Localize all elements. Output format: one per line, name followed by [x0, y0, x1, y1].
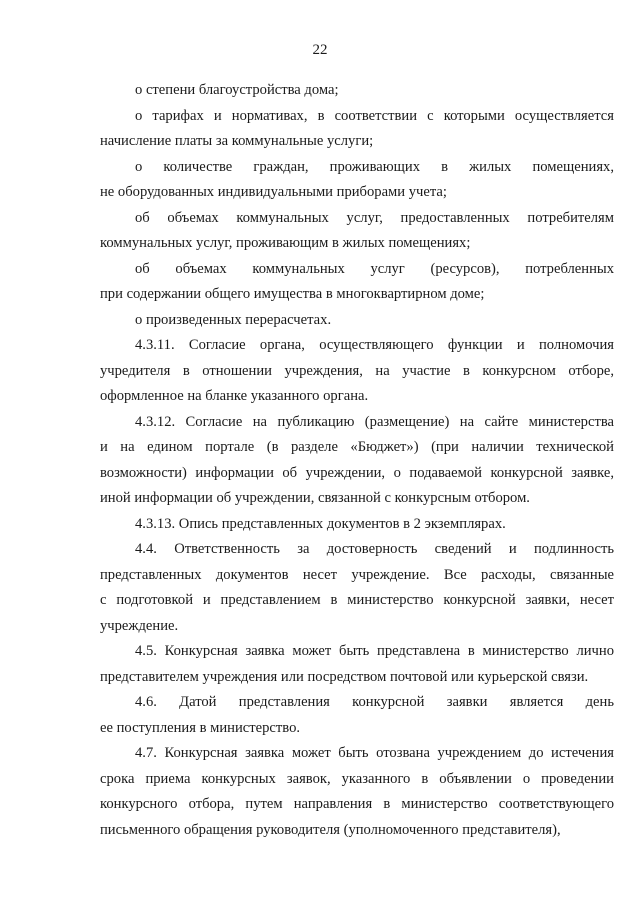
paragraph	[100, 410, 614, 512]
paragraph	[100, 741, 614, 843]
text-line: и на едином портале (в разделе «Бюджет») (при наличии технической	[100, 439, 614, 455]
text-line: представителем учреждения или посредством почтовой или курьерской связи.	[100, 668, 589, 685]
paragraph	[100, 333, 614, 410]
paragraph	[100, 155, 614, 206]
text-line: письменного обращения руководителя (уполномоченного представителя),	[100, 821, 561, 838]
document-body	[100, 78, 614, 843]
paragraph	[100, 78, 614, 104]
text-line: о тарифах и нормативах, в соответствии с которыми осуществляется	[135, 107, 614, 124]
page-number: 22	[312, 42, 328, 58]
text-line: срока приема конкурсных заявок, указанного в объявлении о проведении	[100, 770, 614, 787]
text-line: о количестве граждан, проживающих в жилых помещениях,	[135, 158, 614, 175]
text-line: иной информации об учреждении, связанной с конкурсным отбором.	[100, 490, 530, 506]
text-line: 4.7. Конкурсная заявка может быть отозвана учреждением до истечения	[135, 745, 614, 761]
paragraph	[100, 690, 614, 741]
text-line: 4.4. Ответственность за достоверность сведений и подлинность	[135, 541, 614, 557]
text-line: представленных документов несет учреждение. Все расходы, связанные	[100, 566, 614, 583]
text-line: о произведенных перерасчетах.	[135, 311, 332, 328]
text-line: оформленное на бланке указанного органа.	[100, 388, 369, 404]
paragraph	[100, 512, 614, 538]
text-line: о степени благоустройства дома;	[135, 82, 339, 98]
text-line: коммунальных услуг, проживающим в жилых помещениях;	[100, 235, 471, 251]
text-line: начисление платы за коммунальные услуги;	[100, 133, 374, 149]
text-line: 4.5. Конкурсная заявка может быть представлена в министерство лично	[135, 643, 614, 659]
text-line: ее поступления в министерство.	[100, 719, 301, 736]
text-line: учредителя в отношении учреждения, на участие в конкурсном отборе,	[100, 362, 614, 379]
text-line: с подготовкой и представлением в министерство конкурсной заявки, несет	[100, 592, 614, 608]
text-line: 4.3.12. Согласие на публикацию (размещение) на сайте министерства	[135, 413, 614, 430]
text-line: конкурсного отбора, путем направления в министерство соответствующего	[100, 796, 614, 812]
paragraph	[100, 104, 614, 155]
text-line: при содержании общего имущества в многоквартирном доме;	[100, 286, 485, 302]
paragraph	[100, 206, 614, 257]
text-line: 4.3.13. Опись представленных документов в 2 экземплярах.	[135, 515, 506, 532]
text-line: 4.3.11. Согласие органа, осуществляющего функции и полномочия	[135, 337, 614, 353]
paragraph	[100, 308, 614, 334]
paragraph	[100, 639, 614, 690]
paragraph	[100, 537, 614, 639]
text-line: об объемах коммунальных услуг, предоставленных потребителям	[135, 209, 614, 226]
text-line: об объемах коммунальных услуг (ресурсов), потребленных	[135, 260, 614, 277]
text-line: не оборудованных индивидуальными приборами учета;	[100, 184, 447, 200]
paragraph	[100, 257, 614, 308]
text-line: 4.6. Датой представления конкурсной заявки является день	[135, 694, 614, 710]
text-line: возможности) информации об учреждении, о подаваемой конкурсной заявке,	[100, 464, 614, 481]
text-line: учреждение.	[100, 617, 179, 634]
